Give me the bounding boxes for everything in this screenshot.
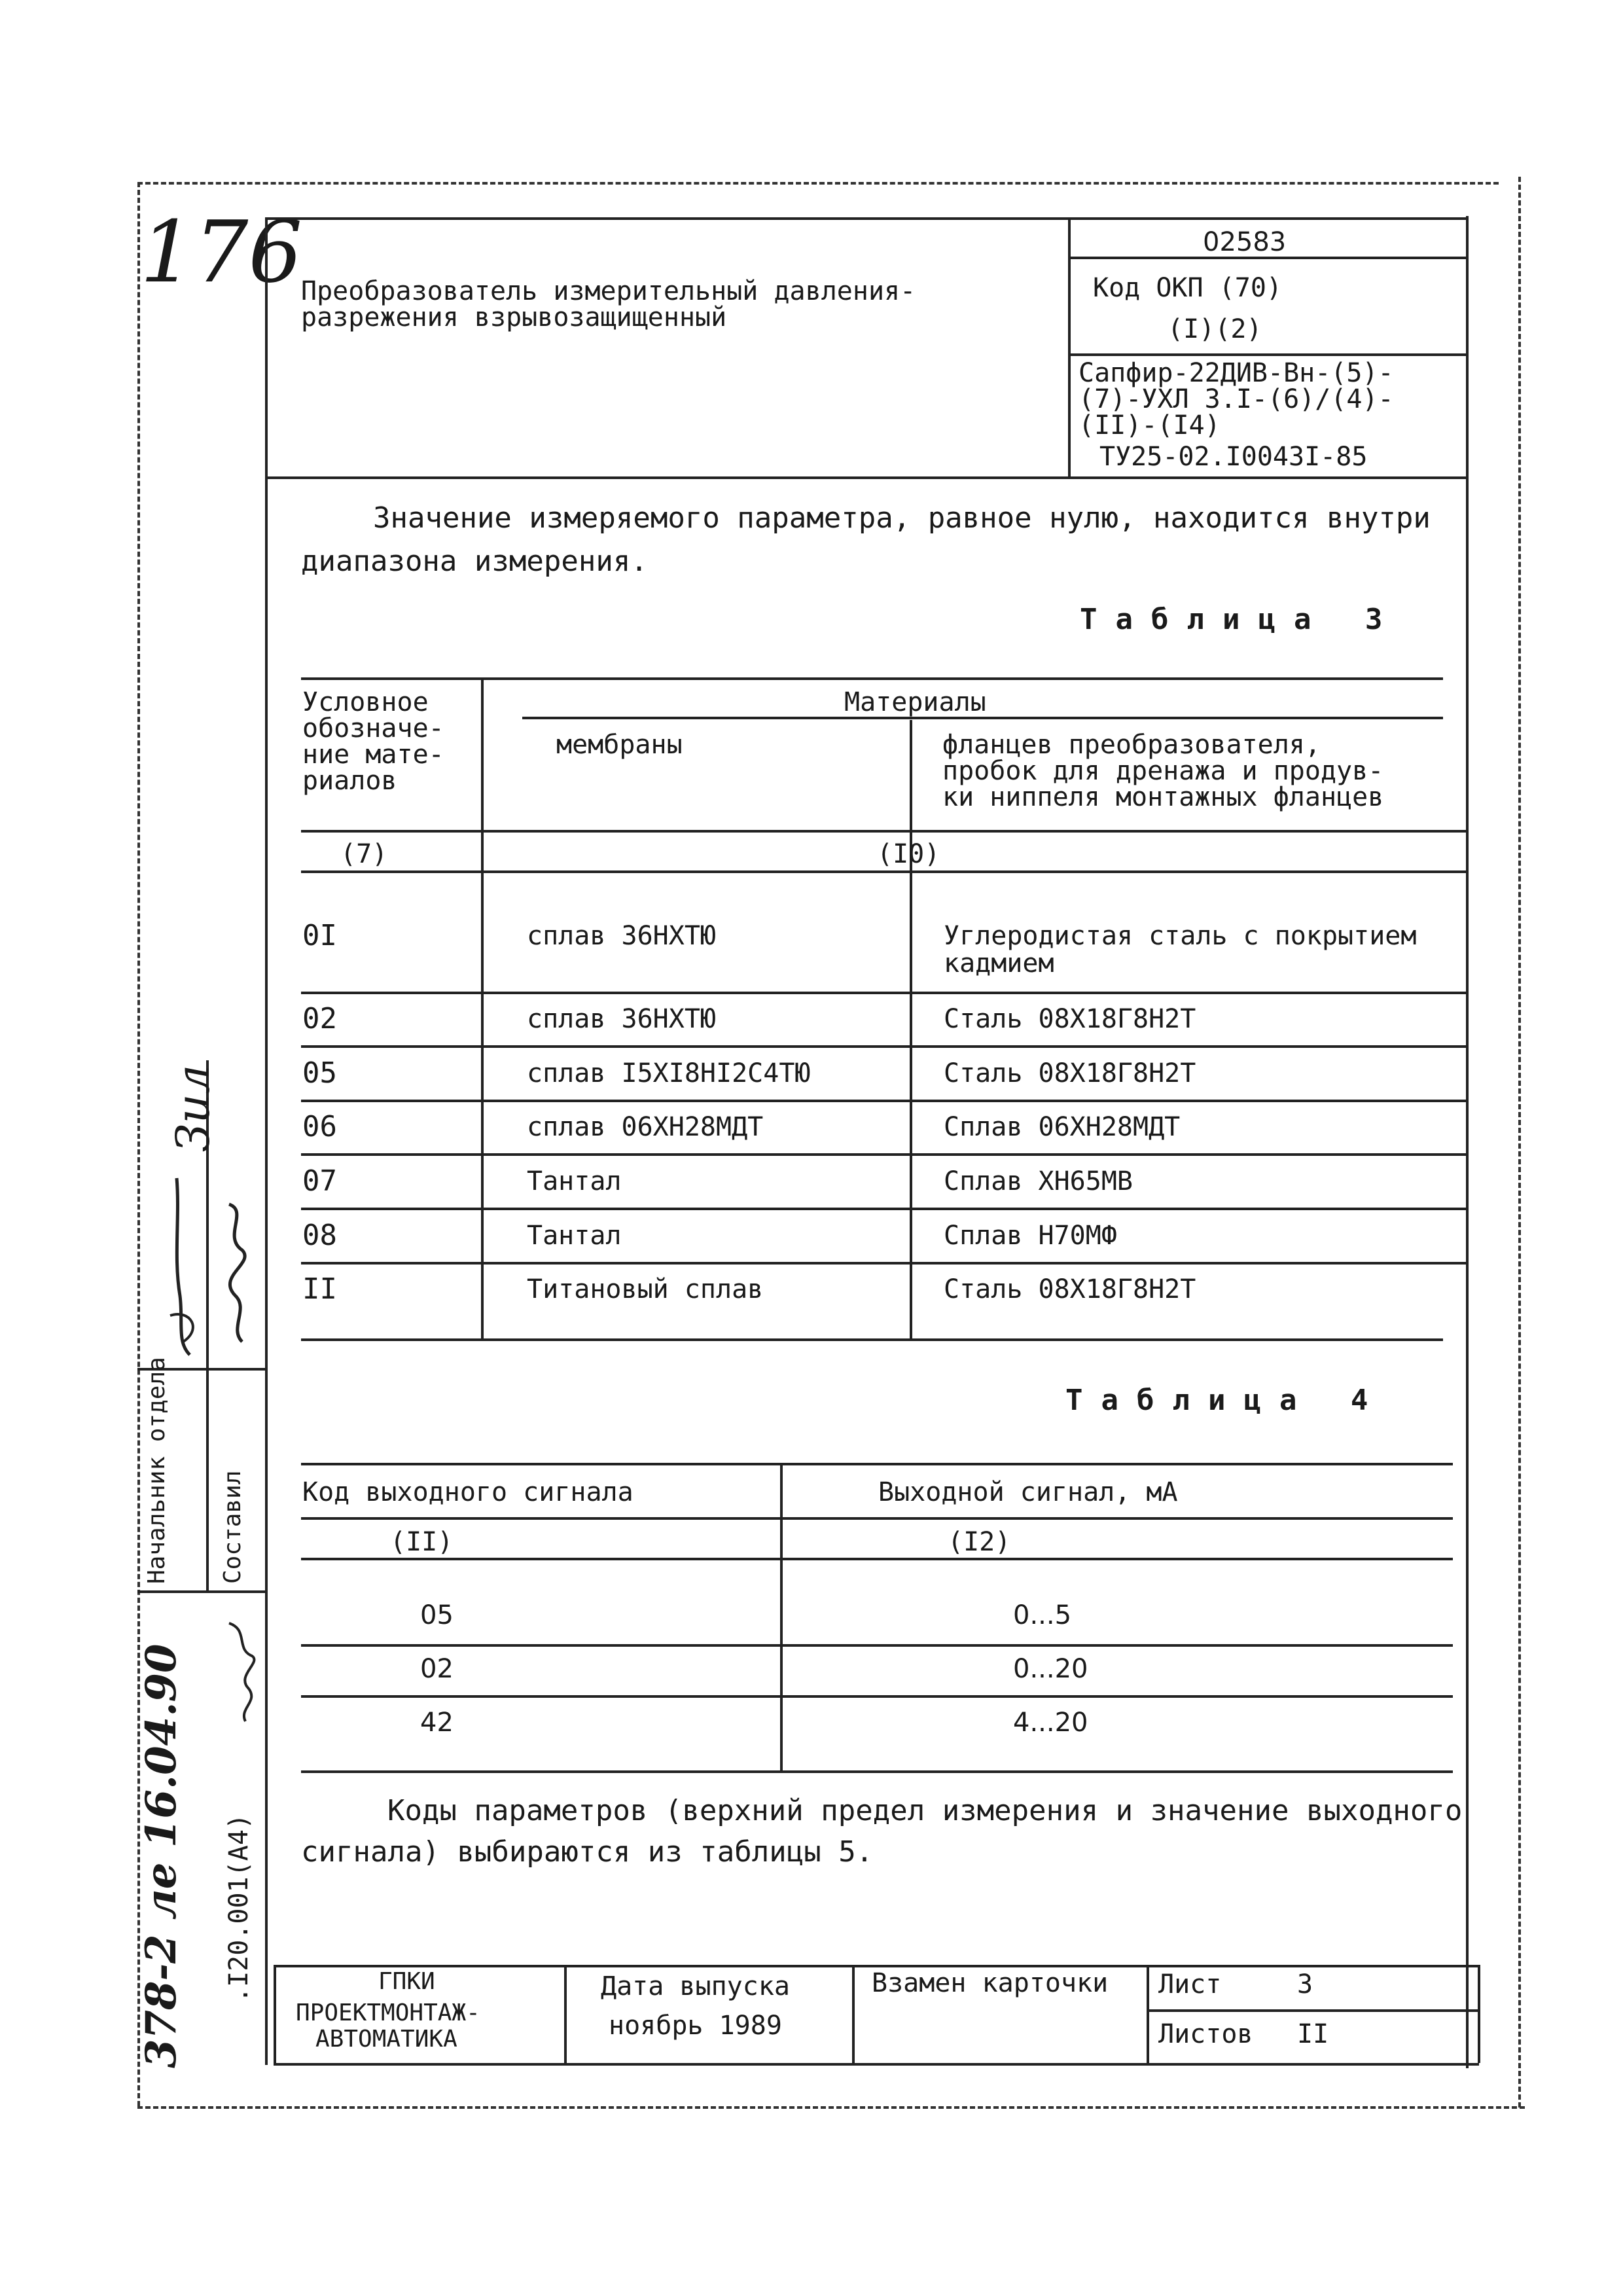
tu-number: ТУ25-02.I0043I-85 bbox=[1099, 442, 1368, 472]
footer-org-line3: АВТОМАТИКА bbox=[315, 2026, 457, 2053]
t3-code-col23: (I0) bbox=[877, 839, 940, 869]
t3-col1-h1: Условное bbox=[302, 687, 429, 717]
footer-div1 bbox=[564, 1965, 567, 2063]
margin-line-bottom bbox=[137, 1590, 265, 1593]
t3-row-code: 05 bbox=[302, 1056, 337, 1090]
t4-row-signal: 4...20 bbox=[1013, 1708, 1088, 1738]
table4-bottom-line bbox=[301, 1770, 1453, 1773]
footer-release-label: Дата выпуска bbox=[601, 1971, 790, 2001]
t3-row-line bbox=[301, 1208, 1466, 1210]
content-left-border bbox=[265, 219, 268, 2065]
t3-row-line bbox=[301, 1262, 1466, 1265]
t3-row-membrane: сплав I5XI8HI2C4TЮ bbox=[527, 1058, 811, 1088]
t3-code-col1: (7) bbox=[340, 839, 388, 869]
signature-scribbles bbox=[151, 1165, 268, 1374]
t3-row-code: 08 bbox=[302, 1219, 337, 1252]
doc-number: 02583 bbox=[1203, 227, 1287, 257]
signature-small bbox=[223, 1610, 268, 1728]
footer-org-line2: ПРОЕКТМОНТАЖ- bbox=[296, 2000, 480, 2026]
t3-row-membrane: сплав 36НХТЮ bbox=[527, 1004, 716, 1034]
footer-release-date: ноябрь 1989 bbox=[609, 2011, 782, 2041]
t3-row-line bbox=[301, 1153, 1466, 1156]
footer-sheet-divider bbox=[1147, 2009, 1478, 2012]
t3-row-flange: Сталь 08Х18Г8Н2Т bbox=[944, 1004, 1196, 1034]
t3-row-flange: Углеродистая сталь с покрытием bbox=[944, 921, 1417, 951]
table4-col-divider bbox=[780, 1463, 783, 1770]
t3-row-membrane: сплав 06ХН28МДТ bbox=[527, 1112, 764, 1142]
table3-header-bottom bbox=[301, 830, 1466, 833]
content-right-border bbox=[1466, 216, 1469, 2068]
t3-row-flange: Сталь 08Х18Г8Н2Т bbox=[944, 1274, 1196, 1304]
t3-row-line bbox=[301, 992, 1466, 994]
t3-row-membrane: Титановый сплав bbox=[527, 1274, 764, 1304]
content-top-border bbox=[265, 217, 1466, 220]
margin-head-label: Начальник отдела bbox=[143, 1357, 170, 1584]
footer-div3 bbox=[1147, 1965, 1149, 2063]
header-right-line2 bbox=[1068, 353, 1466, 356]
t3-row-code: II bbox=[302, 1272, 337, 1306]
t3-flange-h3: ки ниппеля монтажных фланцев bbox=[942, 782, 1384, 812]
table3-caption: Таблица 3 bbox=[1080, 603, 1401, 636]
header-bottom-line bbox=[265, 476, 1466, 479]
footer-left bbox=[274, 1965, 276, 2063]
designation-line2: (7)-УХЛ 3.I-(6)/(4)- bbox=[1079, 384, 1394, 414]
t4-row-code: 02 bbox=[420, 1654, 454, 1684]
frame-right bbox=[1518, 177, 1521, 2108]
table4-code-line bbox=[301, 1558, 1453, 1560]
header-title-line1: Преобразователь измерительный давления- bbox=[301, 276, 916, 306]
margin-sign1: Зил bbox=[166, 1064, 220, 1152]
t3-row-membrane: Тантал bbox=[527, 1221, 622, 1251]
t3-row-line bbox=[301, 1045, 1466, 1048]
frame-bottom bbox=[137, 2106, 1525, 2109]
t3-materials-header: Материалы bbox=[844, 687, 986, 717]
t4-row-code: 05 bbox=[420, 1600, 454, 1630]
t3-row-flange: Сталь 08Х18Г8Н2Т bbox=[944, 1058, 1196, 1088]
designation-line1: Сапфир-22ДИВ-Вн-(5)- bbox=[1079, 358, 1394, 388]
t3-flange-h1: фланцев преобразователя, bbox=[942, 730, 1321, 760]
t4-col2-header: Выходной сигнал, мА bbox=[878, 1477, 1178, 1507]
frame-top bbox=[137, 182, 1499, 185]
intro-line1: Значение измеряемого параметра, равное нулю, находится внутри bbox=[373, 501, 1431, 535]
t3-row-flange: Сплав ХН65МВ bbox=[944, 1166, 1133, 1196]
t4-row-signal: 0...20 bbox=[1013, 1654, 1088, 1684]
t3-row-flange: Сплав Н70МФ bbox=[944, 1221, 1117, 1251]
t4-code-col1: (II) bbox=[390, 1527, 454, 1557]
footer-sheet-label: Лист bbox=[1158, 1969, 1222, 2000]
t3-membrane-header: мембраны bbox=[556, 730, 683, 760]
table4-caption: Таблица 4 bbox=[1065, 1384, 1387, 1417]
t3-row-code: 02 bbox=[302, 1002, 337, 1035]
t3-row-membrane: сплав 36НХТЮ bbox=[527, 921, 716, 951]
okp-codes: (I)(2) bbox=[1168, 314, 1262, 344]
table3-top-line bbox=[301, 677, 1443, 680]
intro-line2: диапазона измерения. bbox=[301, 545, 648, 578]
footer-sheet-value: 3 bbox=[1297, 1969, 1313, 2000]
t4-col1-header: Код выходного сигнала bbox=[302, 1477, 633, 1507]
t3-row-code: 06 bbox=[302, 1110, 337, 1143]
footer-sheets-value: II bbox=[1297, 2019, 1329, 2049]
outro-line2: сигнала) выбираются из таблицы 5. bbox=[301, 1835, 874, 1869]
footer-right bbox=[1478, 1965, 1480, 2063]
footer-sheets-label: Листов bbox=[1158, 2019, 1253, 2049]
outro-line1: Коды параметров (верхний предел измерения и значение выходного bbox=[387, 1794, 1463, 1827]
t4-row-code: 42 bbox=[420, 1708, 454, 1738]
footer-org-line1: ГПКИ bbox=[378, 1968, 435, 1995]
table4-top-line bbox=[301, 1463, 1453, 1465]
table3-col2-divider bbox=[910, 720, 912, 1338]
t3-row-flange: Сплав 06ХН28МДТ bbox=[944, 1112, 1181, 1142]
t3-row-line bbox=[301, 1100, 1466, 1102]
header-title-line2: разрежения взрывозащищенный bbox=[301, 302, 727, 332]
table3-col1-divider bbox=[481, 677, 484, 1338]
t3-row-code: 0I bbox=[302, 919, 337, 952]
margin-stamp: .I20.001(A4) bbox=[224, 1814, 254, 2003]
okp-label: Код ОКП (70) bbox=[1093, 273, 1282, 303]
t3-col1-h4: риалов bbox=[302, 766, 397, 796]
table3-bottom-line bbox=[301, 1338, 1443, 1341]
margin-compiled-label: Составил bbox=[219, 1470, 246, 1584]
t3-row-flange-cont: кадмием bbox=[944, 948, 1054, 978]
sheet-number: 176 bbox=[140, 202, 303, 302]
t3-col1-h2: обозначе- bbox=[302, 713, 444, 744]
margin-handwritten-note: 378-2 ле 16.04.90 bbox=[137, 1643, 186, 2068]
t4-code-col2: (I2) bbox=[948, 1527, 1011, 1557]
t4-row-line bbox=[301, 1644, 1453, 1647]
designation-line3: (II)-(I4) bbox=[1079, 410, 1221, 440]
footer-bottom-line bbox=[274, 2063, 1479, 2066]
t4-row-line bbox=[301, 1695, 1453, 1698]
t4-row-signal: 0...5 bbox=[1013, 1600, 1072, 1630]
t3-row-code: 07 bbox=[302, 1164, 337, 1198]
t3-flange-h2: пробок для дренажа и продув- bbox=[942, 756, 1384, 786]
footer-div2 bbox=[852, 1965, 855, 2063]
footer-top-line bbox=[274, 1965, 1479, 1967]
t3-col1-h3: ние мате- bbox=[302, 740, 444, 770]
footer-replaces-label: Взамен карточки bbox=[872, 1968, 1109, 1998]
t3-row-membrane: Тантал bbox=[527, 1166, 622, 1196]
table3-code-line bbox=[301, 870, 1466, 873]
table4-header-bottom bbox=[301, 1517, 1453, 1520]
